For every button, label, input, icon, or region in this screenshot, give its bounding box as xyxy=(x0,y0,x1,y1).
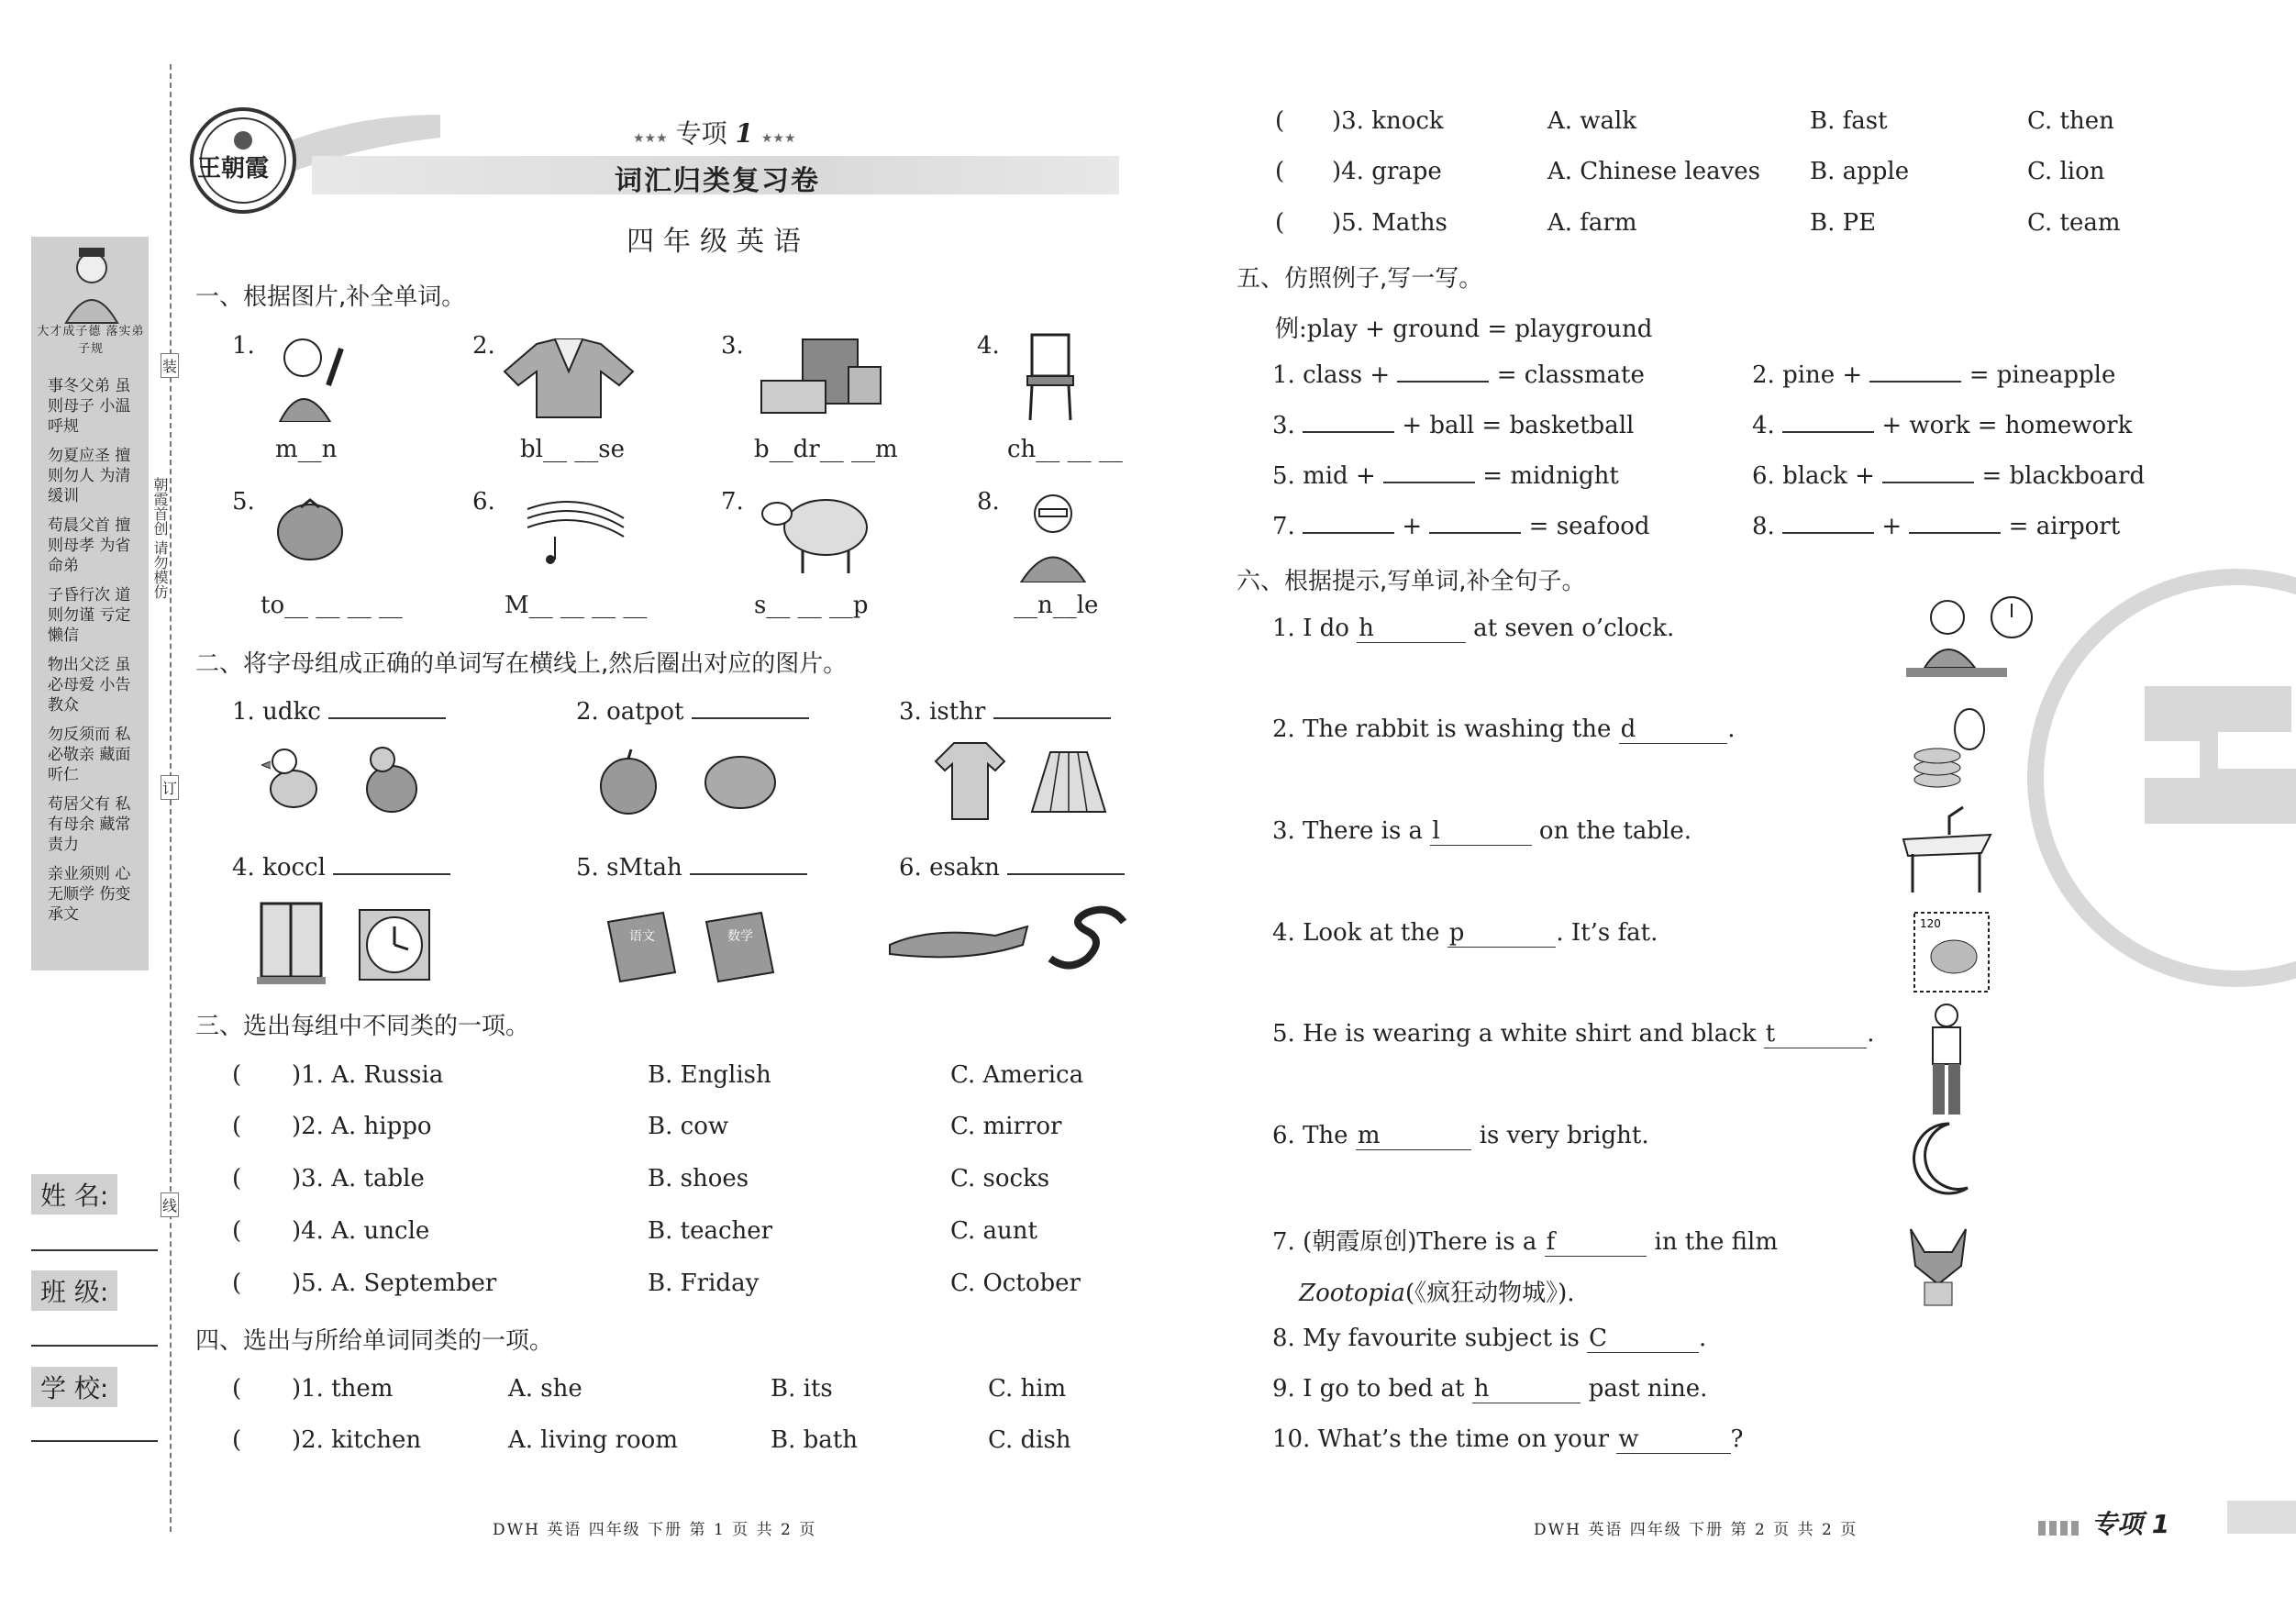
answer-paren[interactable]: ( xyxy=(232,1375,242,1403)
sentence-pre: 5. He is wearing a white shirt and black xyxy=(1272,1020,1764,1048)
answer-field[interactable] xyxy=(1545,1228,1647,1257)
clock-icon[interactable] xyxy=(358,908,431,981)
man-trousers-icon xyxy=(1919,1002,1974,1121)
item-number: 2. xyxy=(472,332,495,360)
answer-field[interactable] xyxy=(1007,853,1125,875)
item-number: 5. xyxy=(1272,462,1295,490)
item-number: 1. xyxy=(1272,361,1295,389)
option-a: A. farm xyxy=(1547,209,1637,237)
window-icon[interactable] xyxy=(257,899,326,986)
option-c: C. lion xyxy=(2027,158,2105,185)
answer-field[interactable] xyxy=(1397,360,1489,383)
section4-title: 四、选出与所给单词同类的一项。 xyxy=(195,1327,554,1355)
compound-post: = blackboard xyxy=(1981,462,2146,490)
shirt-icon[interactable] xyxy=(931,738,1009,821)
apple-icon[interactable] xyxy=(596,748,660,816)
answer-paren[interactable]: ( xyxy=(232,1217,242,1245)
chicken-icon[interactable] xyxy=(360,734,424,826)
scramble-item xyxy=(899,697,1111,726)
sentence-item xyxy=(1272,1425,1743,1453)
compound-post: = classmate xyxy=(1496,361,1645,389)
item-number: 8. xyxy=(977,488,1000,516)
question: )2. kitchen xyxy=(292,1426,422,1454)
sentence-pre: 9. I go to bed at xyxy=(1272,1375,1472,1403)
answer-field[interactable] xyxy=(333,853,450,875)
film-title-cn: (《疯狂动物城》). xyxy=(1404,1280,1575,1307)
answer-paren[interactable]: ( xyxy=(232,1426,242,1454)
option-b: B. shoes xyxy=(648,1165,749,1192)
scrambled-letters: isthr xyxy=(929,698,986,726)
compound-post: + work = homework xyxy=(1881,412,2133,439)
vertical-note: 朝霞首创 请勿模仿 xyxy=(151,477,169,600)
poem-col: 苟居父有 私有母余 藏常责力 xyxy=(48,795,131,854)
item-number: 3. xyxy=(1272,412,1295,439)
hint-letter: p xyxy=(1448,919,1465,947)
option-c: C. mirror xyxy=(950,1113,1062,1140)
poem-col: 勿夏应圣 擅则勿人 为清缓训 xyxy=(48,447,131,505)
hint-letter: h xyxy=(1473,1375,1490,1403)
sentence-post: at seven o’clock. xyxy=(1465,615,1675,642)
answer-field[interactable] xyxy=(1619,715,1728,744)
answer-field[interactable] xyxy=(692,697,809,719)
footer-right: DWH 英语 四年级 下册 第 2 页 共 2 页 xyxy=(1534,1521,1858,1539)
question: )3. knock xyxy=(1332,107,1444,135)
sidebar-poem xyxy=(48,376,138,934)
sentence-post: in the film xyxy=(1647,1228,1778,1256)
item-number: 7. xyxy=(1272,513,1295,540)
book-label: 语文 xyxy=(629,929,655,944)
answer-field[interactable] xyxy=(1587,1325,1699,1353)
sentence-post: ? xyxy=(1730,1425,1744,1453)
school-label: 学 校: xyxy=(31,1367,117,1407)
compound-pre: pine + xyxy=(1782,361,1863,389)
question: )4. A. uncle xyxy=(292,1217,430,1245)
word-blank[interactable]: s__ __ __p xyxy=(754,592,869,619)
answer-field[interactable] xyxy=(1782,512,1874,534)
poem-col: 子昏行次 道则勿谨 亏定懒信 xyxy=(48,586,131,645)
film-title: Zootopia xyxy=(1299,1280,1405,1307)
item-number: 4. xyxy=(977,332,1000,360)
item-number: 4. xyxy=(232,854,255,882)
answer-paren[interactable]: ( xyxy=(232,1270,242,1297)
option-b: B. bath xyxy=(771,1426,858,1454)
snake-icon[interactable] xyxy=(1041,904,1133,977)
item-number: 1. xyxy=(232,698,255,726)
compound-item: 8. + = airport xyxy=(1752,513,2121,540)
sentence-item xyxy=(1272,1122,1649,1149)
item-number: 6. xyxy=(1752,462,1775,490)
question: )3. A. table xyxy=(292,1165,425,1192)
sentence-post: . xyxy=(1727,715,1736,743)
compound-item xyxy=(1272,360,1645,389)
bedroom-icon xyxy=(757,330,885,422)
poem-col: 事冬父弟 虽则母子 小温呼规 xyxy=(48,377,131,436)
option-b: B. its xyxy=(771,1375,833,1403)
sentence-pre: 2. The rabbit is washing the xyxy=(1272,715,1619,743)
compound-item xyxy=(1752,461,2145,490)
compound-post: + ball = basketball xyxy=(1402,412,1635,439)
answer-field[interactable] xyxy=(328,697,446,719)
name-field[interactable] xyxy=(31,1249,158,1251)
sentence-post: . xyxy=(1698,1325,1707,1352)
chinese-book-icon[interactable] xyxy=(604,908,679,986)
dishes-icon xyxy=(1910,702,1992,798)
special-number: 1 xyxy=(735,118,753,149)
compound-pre: black + xyxy=(1782,462,1875,490)
sentence-item xyxy=(1272,1325,1706,1352)
sentence-post: is very bright. xyxy=(1471,1122,1649,1149)
answer-field[interactable] xyxy=(1447,919,1557,948)
example-line: 例:play + ground = playground xyxy=(1275,316,1653,343)
pig-stamp-icon xyxy=(1913,911,1991,993)
compound-post: = midnight xyxy=(1482,462,1619,490)
word-blank[interactable]: ch__ __ __ xyxy=(1007,436,1123,463)
scholar-icon xyxy=(48,240,139,332)
footer-tag-bar xyxy=(2227,1501,2296,1534)
option-b: B. apple xyxy=(1810,158,1910,185)
answer-field[interactable] xyxy=(1429,512,1521,534)
sentence-pre: 10. What’s the time on your xyxy=(1272,1425,1617,1453)
footer-pattern xyxy=(2038,1521,2082,1536)
answer-field[interactable] xyxy=(1383,461,1475,483)
answer-field[interactable] xyxy=(1764,1020,1867,1048)
scramble-item xyxy=(232,697,446,726)
class-label: 班 级: xyxy=(31,1270,117,1311)
sentence-pre: 7. (朝霞原创)There is a xyxy=(1272,1228,1545,1256)
option-a: A. walk xyxy=(1547,107,1637,135)
item-number: 3. xyxy=(899,698,922,726)
option-b: B. teacher xyxy=(648,1217,773,1245)
special-label: 专项 xyxy=(675,118,727,149)
option-c: C. dish xyxy=(988,1426,1071,1454)
option-c: C. then xyxy=(2027,107,2114,135)
answer-paren[interactable]: ( xyxy=(232,1061,242,1089)
option-a: A. Chinese leaves xyxy=(1547,158,1761,185)
man-waving-icon xyxy=(266,330,349,422)
item-number: 5. xyxy=(576,854,599,882)
scramble-item xyxy=(576,853,807,882)
option-a: A. living room xyxy=(508,1426,678,1454)
scrambled-letters: esakn xyxy=(929,854,1000,882)
crocodile-icon[interactable] xyxy=(885,908,1032,972)
footer-left: DWH 英语 四年级 下册 第 1 页 共 2 页 xyxy=(493,1521,817,1539)
question: )5. A. September xyxy=(292,1270,497,1297)
duck-icon[interactable] xyxy=(261,734,326,826)
watermark-stamp xyxy=(2027,569,2296,987)
stars-right: ★★★ xyxy=(760,131,796,146)
hint-letter: h xyxy=(1359,615,1374,642)
compound-item xyxy=(1752,360,2115,389)
sentence-post: past nine. xyxy=(1581,1375,1708,1403)
option-c: C. October xyxy=(950,1270,1081,1297)
item-number: 3. xyxy=(721,332,744,360)
question: )5. Maths xyxy=(1332,209,1447,237)
page-title: 词汇归类复习卷 xyxy=(615,165,820,197)
sentence-pre: 8. My favourite subject is xyxy=(1272,1325,1588,1352)
sentence-item xyxy=(1272,715,1736,743)
answer-field[interactable] xyxy=(1357,615,1466,643)
question: )4. grape xyxy=(1332,158,1442,185)
hint-letter: m xyxy=(1357,1122,1381,1149)
chair-icon xyxy=(1023,330,1078,422)
compound-item: 7. + = seafood xyxy=(1272,513,1650,540)
option-c: C. aunt xyxy=(950,1217,1037,1245)
stamp-glyph xyxy=(2044,585,2296,937)
sentence-post: . xyxy=(1867,1020,1875,1048)
scrambled-letters: koccl xyxy=(262,854,326,882)
homework-girl-icon xyxy=(1888,594,2035,691)
poem-col: 物出父泛 虽必母爱 小告教众 xyxy=(48,656,131,715)
cut-mark: 装 xyxy=(161,353,179,378)
stars-left: ★★★ xyxy=(633,131,668,146)
section5-title: 五、仿照例子,写一写。 xyxy=(1237,265,1483,293)
word-blank[interactable]: M__ __ __ __ xyxy=(505,592,648,619)
poem-col: 苟晨父首 擅则母孝 为省命弟 xyxy=(48,516,131,575)
word-blank[interactable]: to__ __ __ __ xyxy=(261,592,403,619)
compound-item xyxy=(1272,411,1634,439)
sentence-pre: 3. There is a xyxy=(1272,817,1431,845)
cut-mark: 订 xyxy=(161,775,179,800)
answer-paren[interactable]: ( xyxy=(232,1165,242,1192)
item-number: 5. xyxy=(232,488,255,516)
answer-field[interactable] xyxy=(1869,360,1961,383)
scrambled-letters: oatpot xyxy=(606,698,684,726)
option-b: B. Friday xyxy=(648,1270,760,1297)
class-field[interactable] xyxy=(31,1345,158,1347)
option-a: A. she xyxy=(508,1375,582,1403)
compound-post: = airport xyxy=(2008,513,2121,540)
tomato-icon xyxy=(273,491,347,564)
page-subtitle: 四年级英语 xyxy=(627,226,810,258)
item-number: 7. xyxy=(721,488,744,516)
sentence-pre: 4. Look at the xyxy=(1272,919,1447,947)
hint-letter: d xyxy=(1620,715,1636,743)
sentence-item xyxy=(1272,615,1674,642)
option-b: B. cow xyxy=(648,1113,729,1140)
hint-letter: f xyxy=(1546,1228,1556,1256)
item-number: 8. xyxy=(1752,513,1775,540)
fox-icon xyxy=(1897,1220,1980,1307)
header-badge xyxy=(633,114,796,150)
answer-paren[interactable]: ( xyxy=(1275,107,1285,135)
school-field[interactable] xyxy=(31,1440,158,1442)
word-blank[interactable]: m__n xyxy=(275,436,338,463)
answer-field[interactable] xyxy=(993,697,1111,719)
sentence-pre: 1. I do xyxy=(1272,615,1358,642)
word-blank[interactable]: __n__le xyxy=(1014,592,1099,619)
music-notes-icon xyxy=(523,482,628,573)
sheep-icon xyxy=(757,486,871,578)
cut-mark: 线 xyxy=(161,1192,179,1217)
potato-icon[interactable] xyxy=(702,752,780,812)
footer-tag: 专项 1 xyxy=(2091,1509,2170,1539)
answer-field[interactable] xyxy=(690,853,807,875)
scramble-item xyxy=(899,853,1125,882)
section3-title: 三、选出每组中不同类的一项。 xyxy=(195,1013,530,1040)
sentence-item xyxy=(1272,1223,1778,1257)
name-label: 姓 名: xyxy=(31,1174,117,1214)
sidebar-motto: 大才成子德 落实弟子规 xyxy=(37,325,145,356)
word-blank[interactable]: bl__ __se xyxy=(520,436,625,463)
answer-paren[interactable]: ( xyxy=(1275,209,1285,237)
item-number: 4. xyxy=(1752,412,1775,439)
hint-letter: l xyxy=(1432,817,1440,845)
film-line xyxy=(1299,1274,1575,1308)
answer-field[interactable] xyxy=(1430,817,1531,846)
section1-title: 一、根据图片,补全单词。 xyxy=(195,283,466,311)
scrambled-letters: sMtah xyxy=(606,854,682,882)
compound-pre: class + xyxy=(1303,361,1391,389)
hint-letter: t xyxy=(1765,1020,1776,1048)
option-c: C. him xyxy=(988,1375,1067,1403)
poem-col: 亲业须则 心无顺学 伤变承文 xyxy=(48,865,131,924)
item-number: 2. xyxy=(1752,361,1775,389)
blouse-icon xyxy=(500,335,638,422)
compound-item xyxy=(1272,461,1619,490)
lamp-table-icon xyxy=(1899,803,2000,894)
answer-field[interactable] xyxy=(1782,411,1874,433)
item-number: 1. xyxy=(232,332,255,360)
option-b: B. English xyxy=(648,1061,771,1089)
section6-title: 六、根据提示,写单词,补全句子。 xyxy=(1237,568,1586,595)
moon-icon xyxy=(1913,1119,1977,1197)
compound-pre: mid + xyxy=(1303,462,1376,490)
sentence-pre: 6. The xyxy=(1272,1122,1356,1149)
skirt-icon[interactable] xyxy=(1027,748,1110,816)
maths-book-icon[interactable] xyxy=(702,908,777,986)
question: )1. them xyxy=(292,1375,394,1403)
answer-field[interactable] xyxy=(1303,512,1394,534)
scramble-item xyxy=(232,853,450,882)
option-c: C. socks xyxy=(950,1165,1050,1192)
answer-field[interactable] xyxy=(1472,1375,1581,1403)
compound-post: = pineapple xyxy=(1969,361,2116,389)
section2-title: 二、将字母组成正确的单词写在横线上,然后圈出对应的图片。 xyxy=(195,650,848,678)
answer-field[interactable] xyxy=(1356,1122,1472,1150)
option-b: B. PE xyxy=(1810,209,1877,237)
scramble-item xyxy=(576,697,809,726)
sentence-item xyxy=(1272,919,1658,947)
svg-text:120: 120 xyxy=(1920,917,1941,930)
answer-paren[interactable]: ( xyxy=(232,1113,242,1140)
sentence-item xyxy=(1272,817,1691,845)
answer-field[interactable] xyxy=(1616,1425,1730,1454)
compound-item xyxy=(1752,411,2132,439)
option-c: C. America xyxy=(950,1061,1084,1089)
sentence-post: . It’s fat. xyxy=(1556,919,1658,947)
question: )1. A. Russia xyxy=(292,1061,444,1089)
answer-field[interactable] xyxy=(1303,411,1394,433)
option-b: B. fast xyxy=(1810,107,1888,135)
sentence-item xyxy=(1272,1020,1875,1048)
option-c: C. team xyxy=(2027,209,2121,237)
hint-letter: C xyxy=(1589,1325,1607,1352)
sentence-post: on the table. xyxy=(1531,817,1691,845)
item-number: 6. xyxy=(899,854,922,882)
logo-text: 王朝霞 xyxy=(197,155,270,183)
uncle-icon xyxy=(1016,486,1090,582)
compound-post: = seafood xyxy=(1528,513,1650,540)
question: )2. A. hippo xyxy=(292,1113,432,1140)
poem-col: 勿反须而 私必敬亲 藏面听仁 xyxy=(48,726,131,784)
scrambled-letters: udkc xyxy=(262,698,321,726)
item-number: 2. xyxy=(576,698,599,726)
answer-field[interactable] xyxy=(1909,512,2001,534)
item-number: 6. xyxy=(472,488,495,516)
book-label: 数学 xyxy=(727,929,753,944)
word-blank[interactable]: b__dr__ __m xyxy=(754,436,898,463)
answer-paren[interactable]: ( xyxy=(1275,158,1285,185)
sentence-item xyxy=(1272,1375,1707,1403)
answer-field[interactable] xyxy=(1882,461,1974,483)
hint-letter: w xyxy=(1618,1425,1639,1453)
